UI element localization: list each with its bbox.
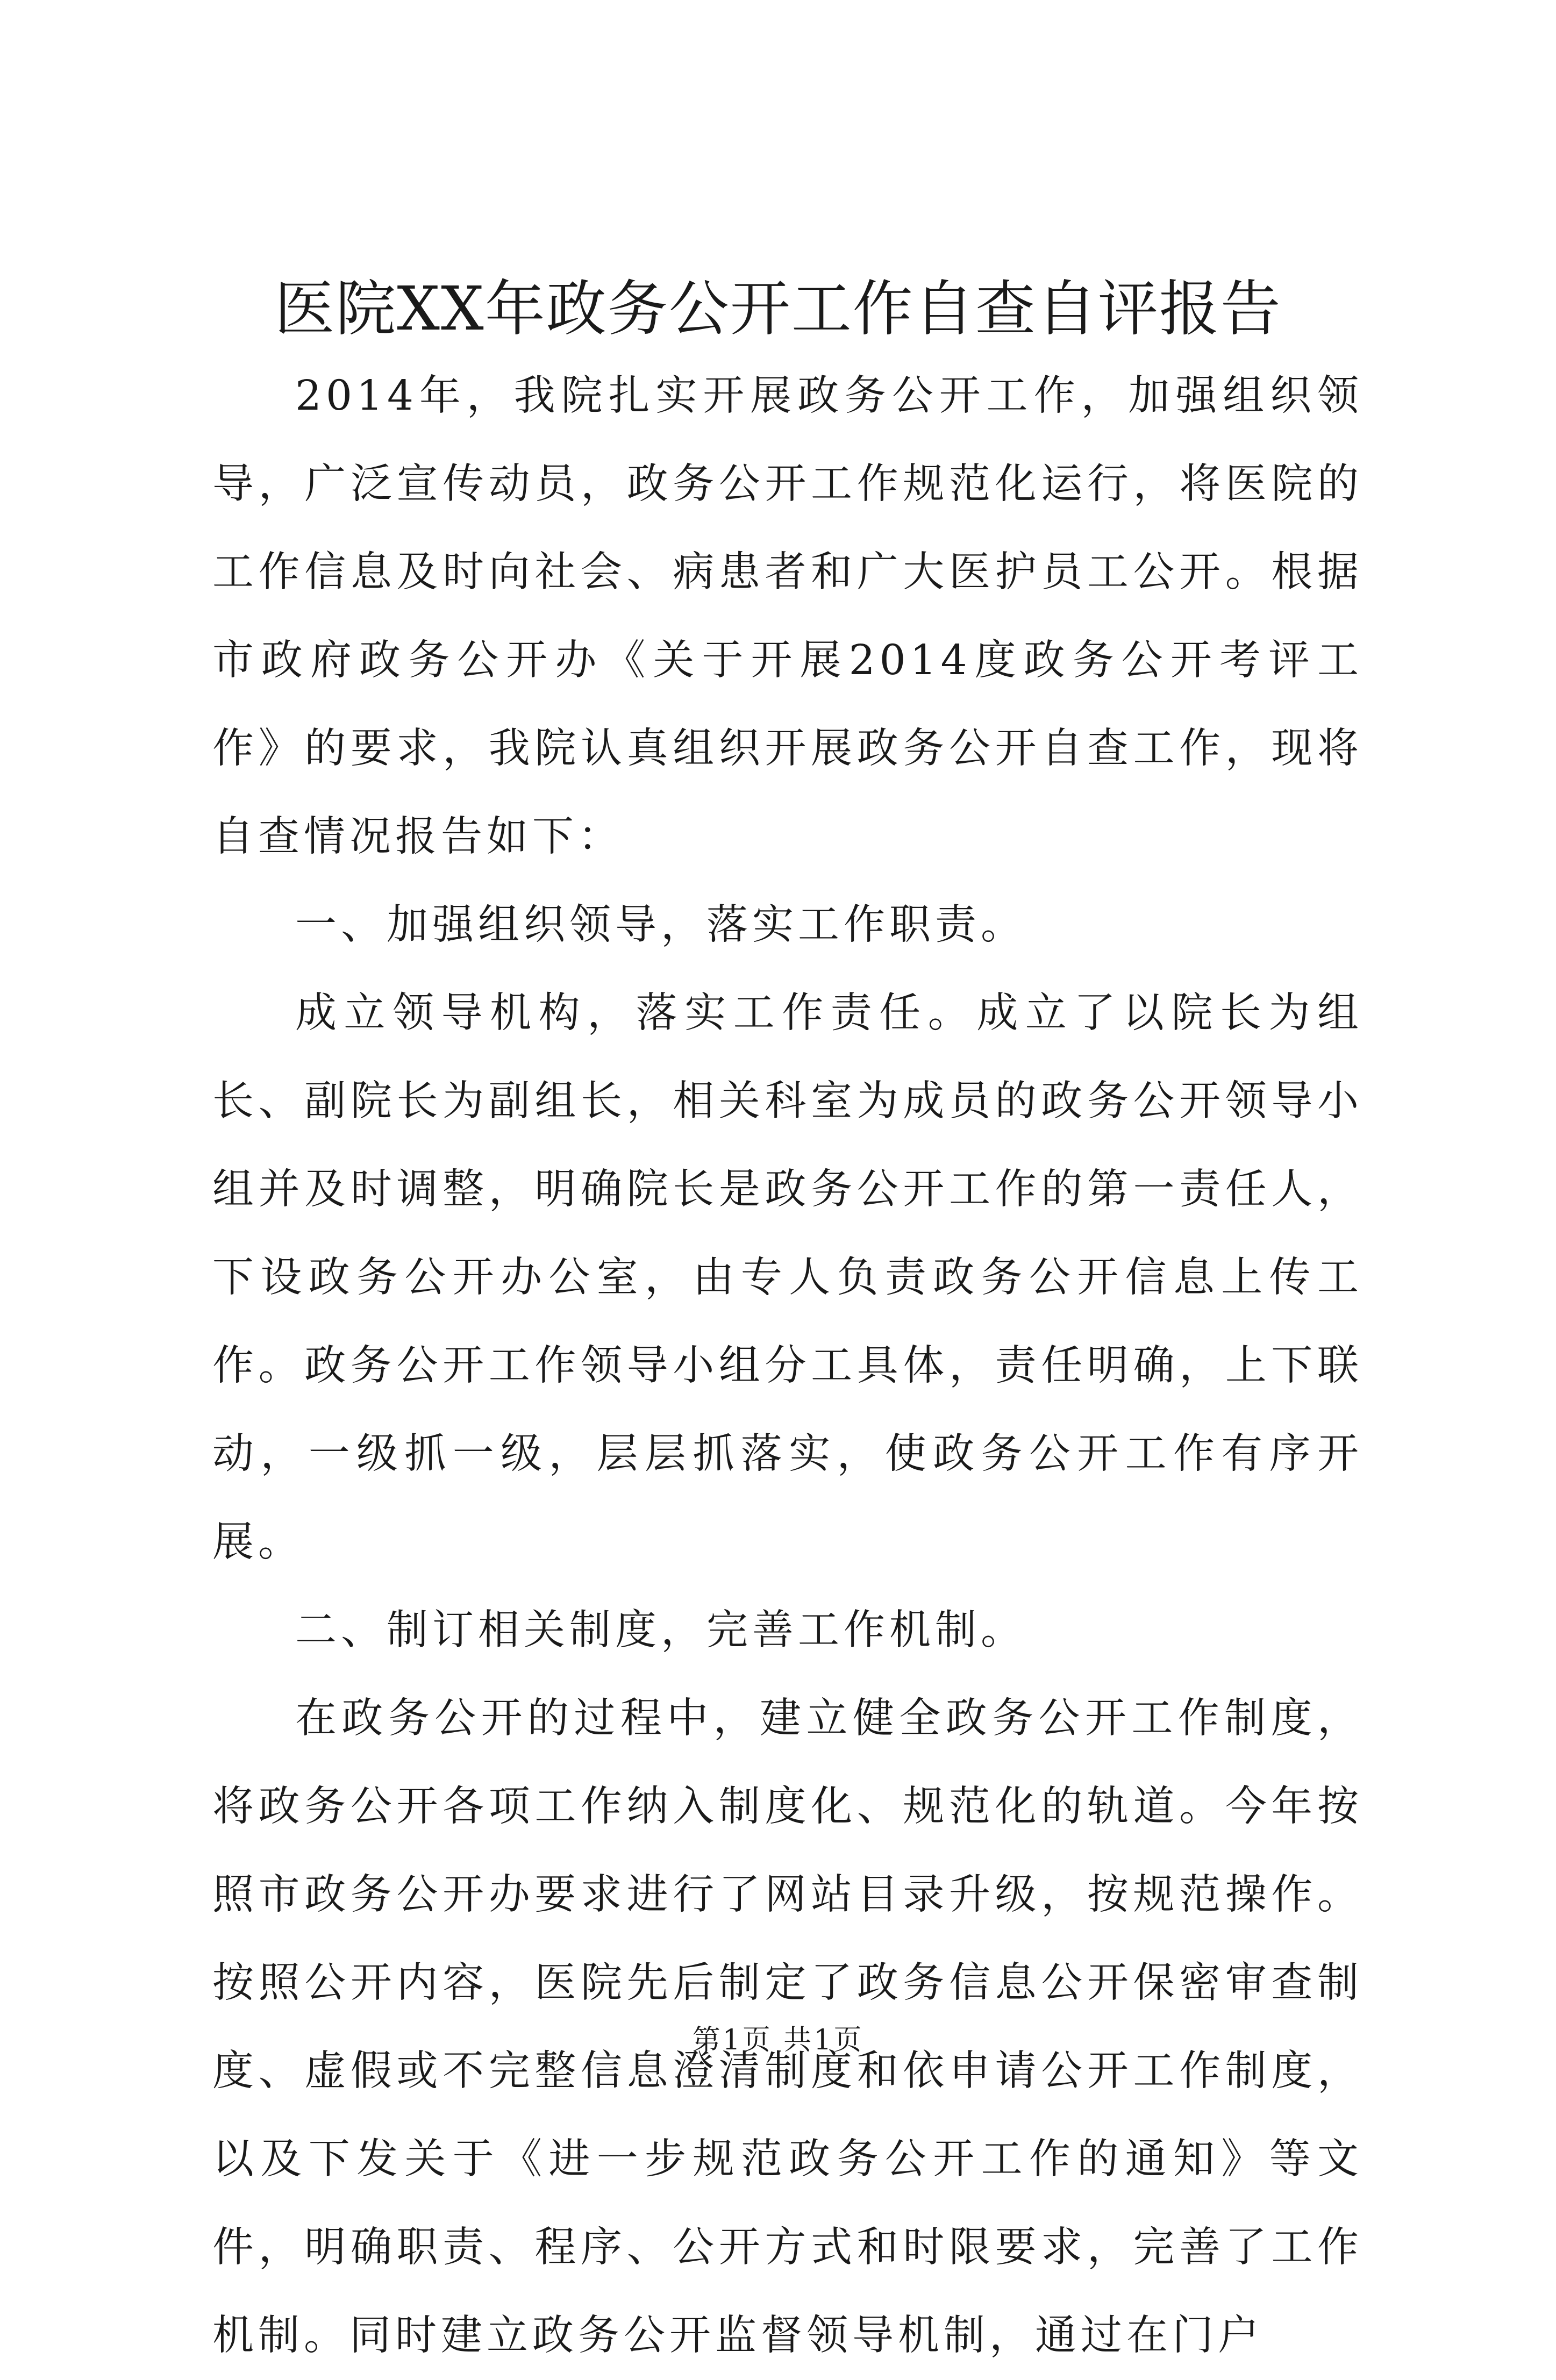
section-1-paragraph: 成立领导机构，落实工作责任。成立了以院长为组长、副院长为副组长，相关科室为成员的政务公开领导小组并及时调整，明确院长是政务公开工作的第一责任人，下设政务公开办公室，由专人负责政务公开信息上传工作。政务公开工作领导小组分工具体，责任明确，上下联动，一级抓一级，层层抓落实，使政务公开工作有序开展。 (212, 989, 1363, 1566)
document-title: 医院XX年政务公开工作自查自评报告 (274, 274, 1282, 344)
section-2-paragraph: 在政务公开的过程中，建立健全政务公开工作制度，将政务公开各项工作纳入制度化、规范化的轨道。今年按照市政务公开办要求进行了网站目录升级，按规范操作。按照公开内容，医院先后制定了政务信息公开保密审查制度、虚假或不完整信息澄清制度和依申请公开工作制度，以及下发关于《进一步规范政务公开工作的通知》等文件，明确职责、程序、公开方式和时限要求，完善了工作机制。同时建立政务公开监督领导机制，通过在门户 (212, 1695, 1363, 2360)
section-heading-1: 一、加强组织领导，落实工作职责。 (295, 901, 1026, 949)
document-body (212, 352, 1363, 2380)
page-footer: 第1页 共1页 (692, 2024, 864, 2056)
intro-paragraph: 2014年，我院扎实开展政务公开工作，加强组织领导，广泛宣传动员，政务公开工作规范化运行，将医院的工作信息及时向社会、病患者和广大医护员工公开。根据市政府政务公开办《关于开展2014度政务公开考评工作》的要求，我院认真组织开展政务公开自查工作，现将自查情况报告如下： (212, 372, 1363, 861)
section-heading-2: 二、制订相关制度，完善工作机制。 (295, 1606, 1026, 1654)
